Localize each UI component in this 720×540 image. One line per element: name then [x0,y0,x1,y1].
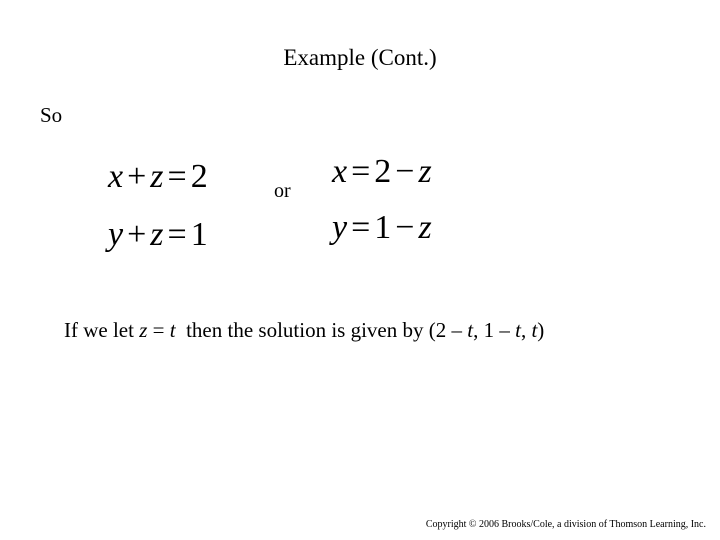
sentence-part: then the solution is given by (2 – [175,318,468,342]
eq-var: z [150,158,164,195]
var-t: t [169,318,176,342]
eq-var: y [332,209,348,246]
eq-var: z [418,153,432,190]
eq-op: − [395,209,415,246]
var-t: t [531,318,538,342]
var-t: t [515,318,521,342]
solution-sentence [64,318,544,343]
sentence-part: ) [537,318,545,342]
eq-var: z [418,209,432,246]
equation-x-plus-z [108,160,208,194]
copyright-notice: Copyright © 2006 Brooks/Cole, a division of Thomson Learning, Inc. [425,519,706,530]
equation-y-solved [332,211,432,245]
eq-equals: = [167,158,187,195]
eq-var: x [332,153,348,190]
eq-var: x [108,158,124,195]
eq-const: 1 [190,216,208,253]
eq-op: + [127,158,147,195]
sentence-part: If we let [64,318,140,342]
eq-op: − [395,153,415,190]
sentence-part: , 1 – [473,318,516,342]
intro-text: So [40,103,63,127]
eq-equals: = [167,216,187,253]
eq-const: 1 [374,209,392,246]
eq-equals: = [351,209,371,246]
eq-const: 2 [374,153,392,190]
eq-op: + [127,216,147,253]
slide-title: Example (Cont.) [283,45,437,70]
var-z: z [139,318,148,342]
var-t: t [467,318,474,342]
eq-const: 2 [190,158,208,195]
eq-equals: = [351,153,371,190]
eq-var: z [150,216,164,253]
equation-y-plus-z [108,218,208,252]
or-connector: or [274,180,291,202]
equation-x-solved [332,155,432,189]
sentence-part: , [520,318,532,342]
eq-var: y [108,216,124,253]
sentence-part: = [147,318,170,342]
